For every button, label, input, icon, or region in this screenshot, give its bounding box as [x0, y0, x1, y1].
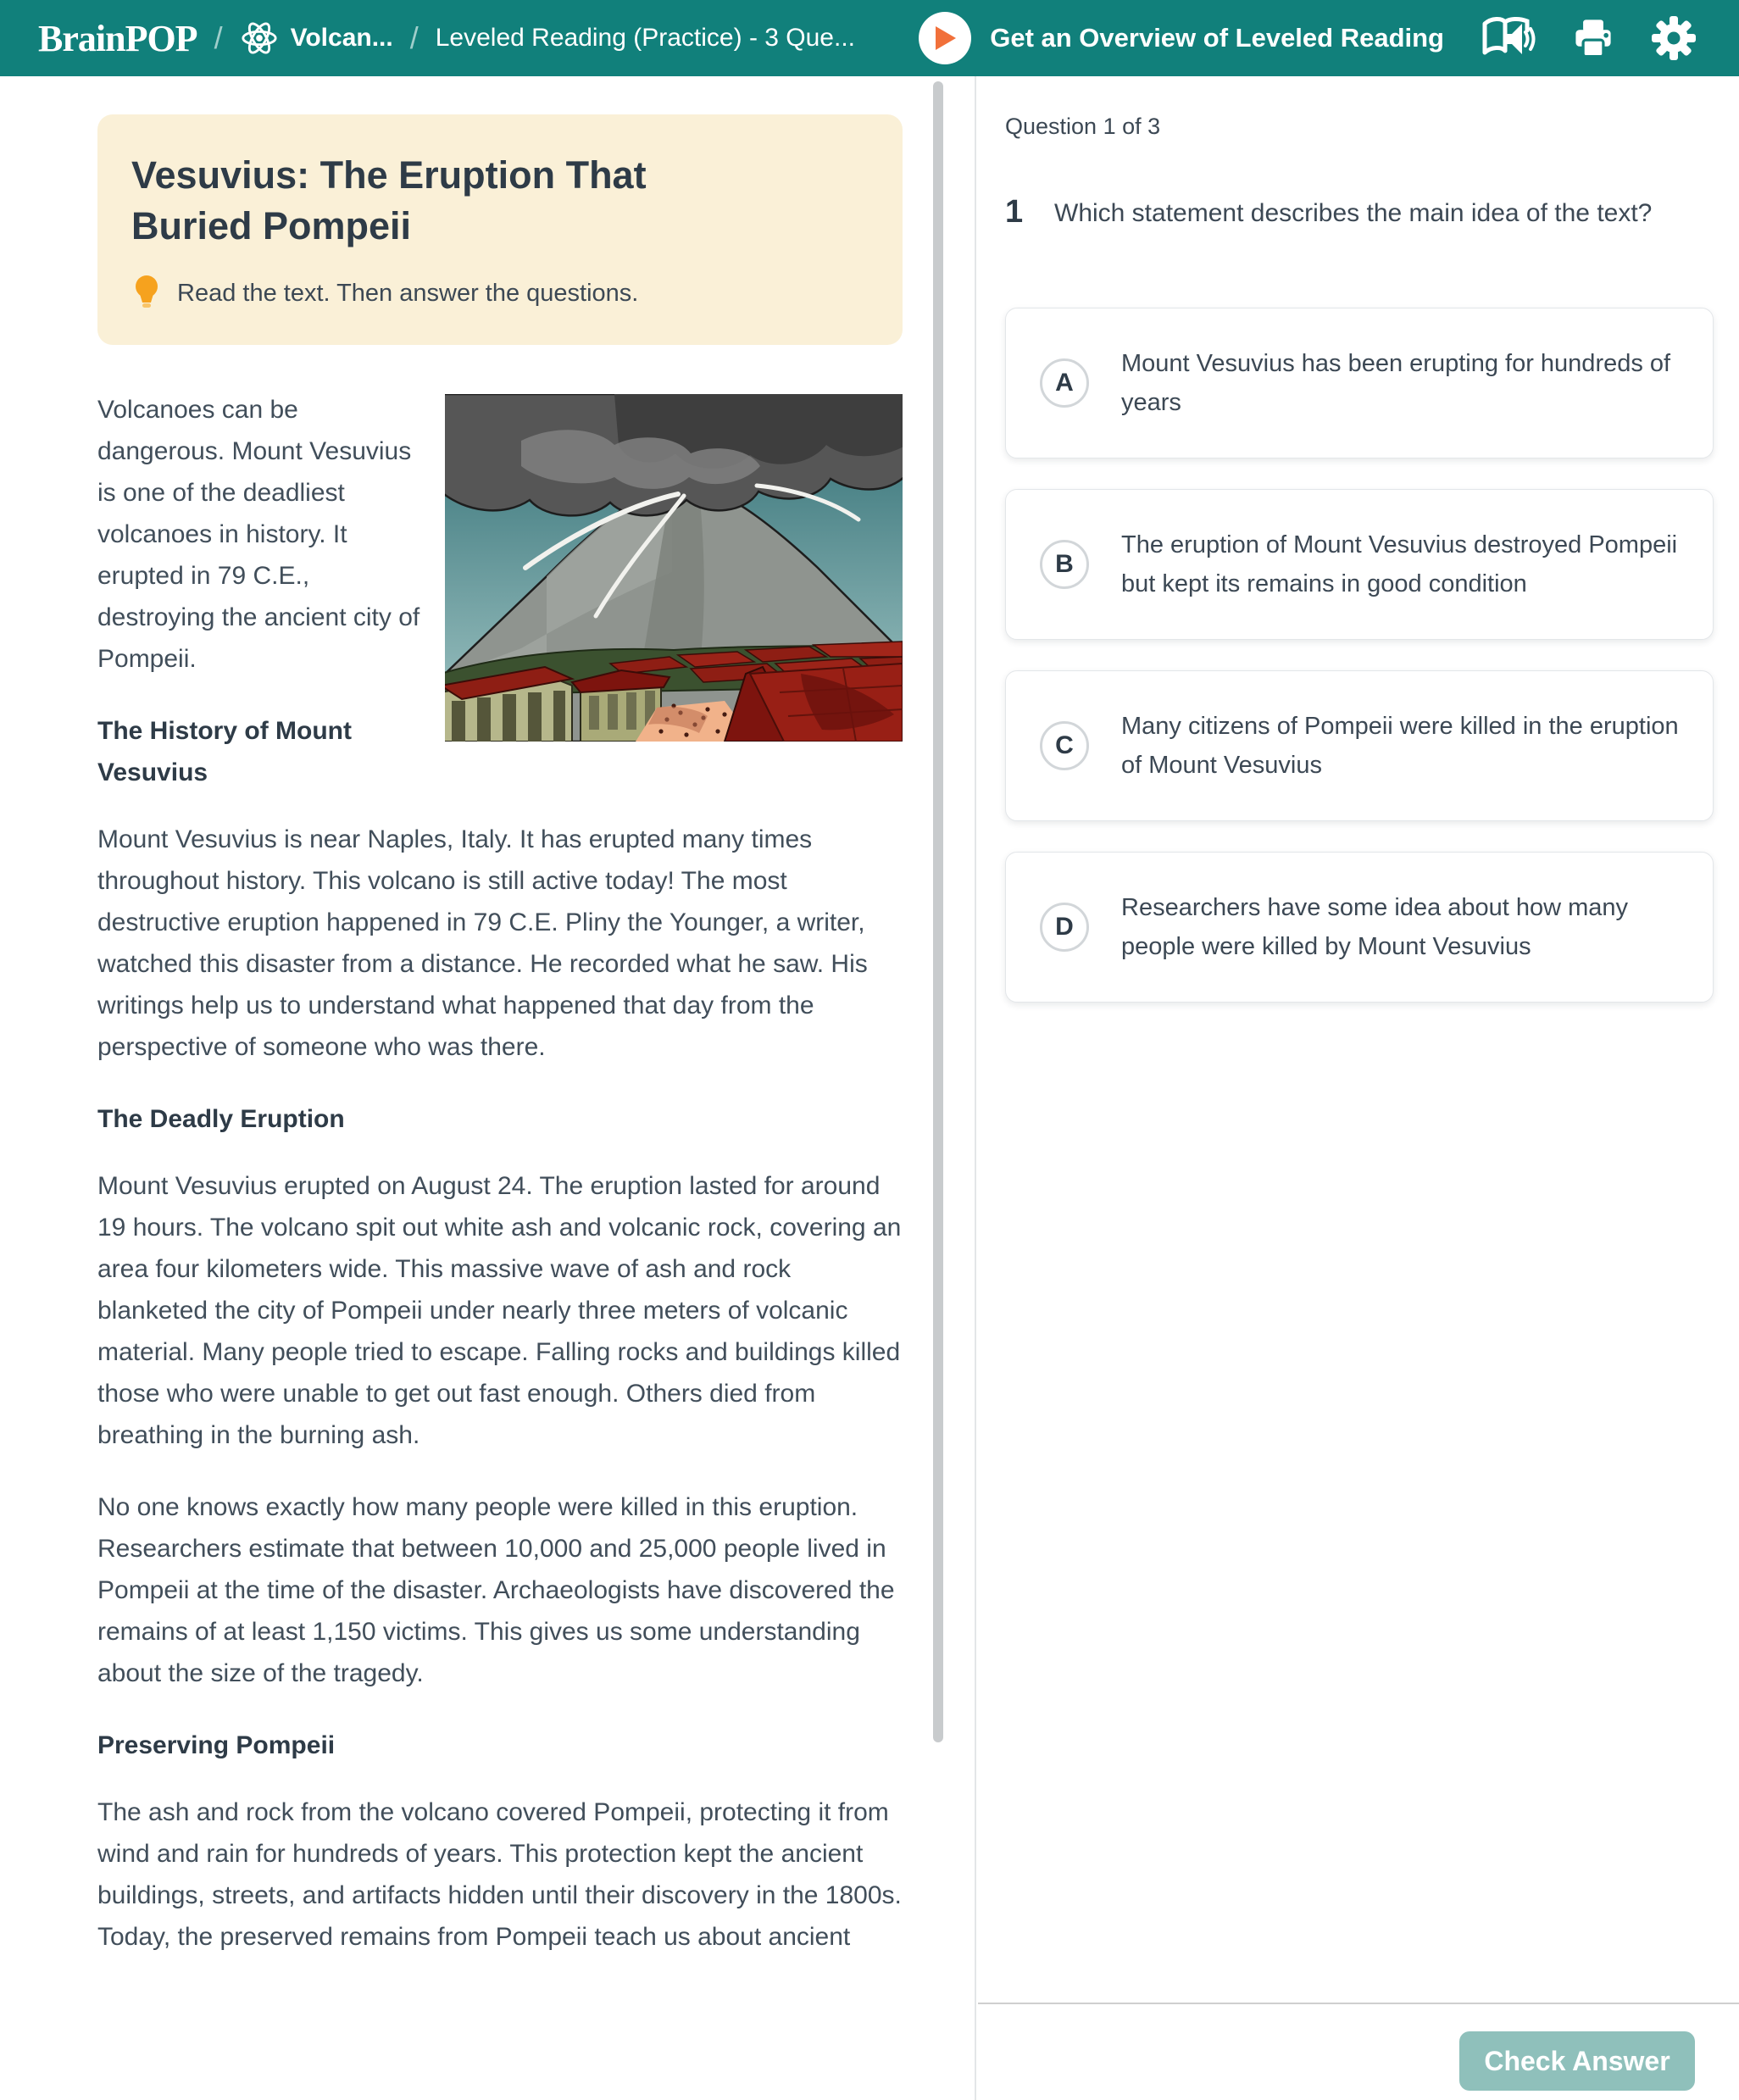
passage-illustration: [445, 394, 903, 742]
question-text: Which statement describes the main idea of the text?: [1054, 199, 1653, 227]
breadcrumb-unit[interactable]: Volcan...: [290, 24, 393, 52]
passage-instruction: Read the text. Then answer the questions.: [177, 279, 639, 307]
atom-icon: [240, 19, 279, 58]
option-text: Researchers have some idea about how many people were killed by Mount Vesuvius: [1121, 894, 1629, 960]
reading-passage-panel: [97, 114, 903, 1988]
question-number: 1: [1005, 194, 1024, 230]
passage-paragraph-eruption-1: Mount Vesuvius erupted on August 24. The eruption lasted for around 19 hours. The volcano spit out white ash and volcanic rock, covering an area four kilometers wide. This massive wave of ash and rock blanketed the city of Pompeii under nearly three meters of volcanic material. Many people tried to escape. Falling rocks and buildings killed those who were unable to get out fast enough. Others died from breathing in the burning ash.: [97, 1172, 902, 1449]
overview-link[interactable]: Get an Overview of Leveled Reading: [990, 23, 1444, 53]
breadcrumb-separator: /: [409, 20, 419, 55]
passage-paragraph-preserving: The ash and rock from the volcano covered Pompeii, protecting it from wind and rain for hundreds of years. This protection kept the ancient buildings, streets, and artifacts hidden until their discovery in the 1800s. Today, the preserved remains from Pompeii teach us about ancient: [97, 1798, 902, 1951]
header-actions: [919, 12, 1697, 64]
answer-option-a[interactable]: [1005, 308, 1714, 458]
option-letter: B: [1040, 540, 1089, 589]
option-text: The eruption of Mount Vesuvius destroyed Pompeii but kept its remains in good condition: [1121, 531, 1678, 597]
check-answer-button[interactable]: Check Answer: [1459, 2031, 1695, 2091]
passage-heading-history: The History of Mount Vesuvius: [97, 717, 352, 786]
breadcrumb-page: Leveled Reading (Practice) - 3 Que...: [435, 24, 855, 52]
play-overview-button[interactable]: [919, 12, 971, 64]
lightbulb-icon: [131, 274, 162, 313]
passage-scrollbar[interactable]: [933, 81, 943, 1742]
breadcrumb-separator: /: [214, 20, 223, 55]
read-aloud-icon[interactable]: [1480, 15, 1536, 61]
answer-option-b[interactable]: [1005, 489, 1714, 640]
answer-option-c[interactable]: [1005, 670, 1714, 821]
passage-heading-preserving: Preserving Pompeii: [97, 1731, 336, 1759]
option-letter: C: [1040, 721, 1089, 770]
passage-body: [97, 389, 903, 1958]
play-icon: [932, 25, 958, 52]
option-text: Mount Vesuvius has been erupting for hundreds of years: [1121, 350, 1671, 416]
answer-bar-divider: [978, 2003, 1739, 2004]
gear-icon[interactable]: [1651, 15, 1697, 61]
option-letter: D: [1040, 903, 1089, 952]
option-text: Many citizens of Pompeii were killed in the eruption of Mount Vesuvius: [1121, 713, 1679, 779]
brainpop-logo[interactable]: BrainPOP: [38, 17, 197, 59]
passage-title: Vesuvius: The Eruption That Buried Pompeii: [131, 153, 647, 247]
question-panel: [976, 76, 1739, 2100]
top-nav-bar: [0, 0, 1739, 76]
answer-options: [1005, 308, 1714, 1003]
passage-paragraph-eruption-2: No one knows exactly how many people were killed in this eruption. Researchers estimate that between 10,000 and 25,000 people lived in Pompeii at the time of the disaster. Archaeologists have discovered the remains of at least 1,150 victims. This gives us some understanding about the size of the tragedy.: [97, 1493, 895, 1687]
print-icon[interactable]: [1571, 16, 1615, 60]
passage-paragraph-history: Mount Vesuvius is near Naples, Italy. It has erupted many times throughout history. This volcano is still active today! The most destructive eruption happened in 79 C.E. Pliny the Younger, a writer, watched this disaster from a distance. He recorded what he saw. His writings help us to understand what happened that day from the perspective of someone who was there.: [97, 825, 868, 1061]
question-progress: Question 1 of 3: [1005, 114, 1161, 139]
passage-title-card: [97, 114, 903, 345]
passage-heading-eruption: The Deadly Eruption: [97, 1105, 345, 1133]
answer-option-d[interactable]: [1005, 852, 1714, 1003]
option-letter: A: [1040, 358, 1089, 408]
passage-paragraph-intro: Volcanoes can be dangerous. Mount Vesuvius is one of the deadliest volcanoes in history. It erupted in 79 C.E., destroying the ancient city of Pompeii.: [97, 396, 420, 673]
